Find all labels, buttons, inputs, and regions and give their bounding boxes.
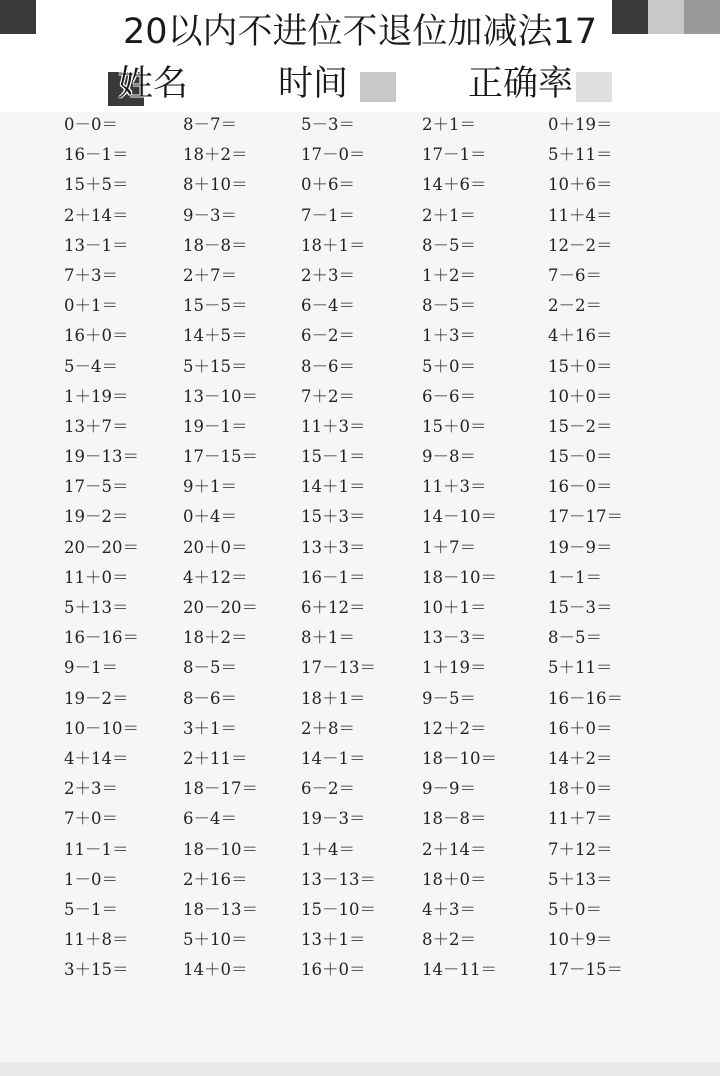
- problem-item: 17－1＝: [422, 145, 487, 165]
- name-label: 姓名: [118, 64, 189, 104]
- problem-item: 12－2＝: [548, 235, 613, 255]
- problem-item: 20－20＝: [183, 598, 258, 617]
- problem-item: 2＋3＝: [301, 265, 355, 285]
- problem-item: 8＋2＝: [422, 930, 476, 950]
- problem-item: 18－13＝: [183, 899, 258, 919]
- problem-item: 20－20＝: [64, 537, 139, 557]
- problem-item: 18－8＝: [422, 809, 487, 829]
- problem-item: 18－10＝: [422, 567, 497, 587]
- problem-item: 2＋14＝: [64, 205, 129, 225]
- problem-item: 1＋7＝: [422, 537, 476, 557]
- problem-item: 11＋7＝: [548, 809, 613, 829]
- problem-item: 6－4＝: [183, 809, 237, 829]
- problem-item: 7－6＝: [548, 265, 602, 285]
- problem-item: 16＋0＝: [548, 718, 613, 738]
- problem-item: 16－1＝: [301, 567, 366, 587]
- problem-item: 2＋1＝: [422, 205, 476, 225]
- problem-item: 3＋15＝: [64, 960, 129, 980]
- problem-item: 18＋0＝: [548, 779, 613, 799]
- problem-item: 0＋4＝: [183, 507, 237, 527]
- problem-item: 14－1＝: [301, 748, 366, 768]
- problem-item: 10＋9＝: [548, 930, 613, 950]
- problem-item: 18－10＝: [422, 748, 497, 768]
- problem-item: 11＋0＝: [64, 567, 129, 587]
- problem-item: 8＋1＝: [301, 628, 355, 648]
- problem-item: 0－0＝: [64, 115, 118, 134]
- page-bottom-edge: [0, 1062, 720, 1076]
- problem-item: 16－0＝: [548, 477, 613, 497]
- problem-item: 11＋8＝: [64, 930, 129, 950]
- problem-item: 5＋0＝: [548, 899, 602, 919]
- problem-item: 19－13＝: [64, 447, 139, 467]
- problem-item: 10＋0＝: [548, 386, 613, 406]
- problem-item: 10－10＝: [64, 718, 139, 738]
- problem-item: 2＋11＝: [183, 748, 248, 768]
- problem-item: 18－17＝: [183, 779, 258, 799]
- problem-item: 10＋1＝: [422, 598, 487, 617]
- problem-item: 13－13＝: [301, 869, 376, 889]
- problem-item: 6－4＝: [301, 296, 355, 316]
- problem-item: 1＋19＝: [64, 386, 129, 406]
- problem-item: 5＋15＝: [183, 356, 248, 376]
- problem-item: 13－10＝: [183, 386, 258, 406]
- problem-item: 8－5＝: [422, 296, 476, 316]
- problem-item: 0＋1＝: [64, 296, 118, 316]
- problem-item: 6＋12＝: [301, 598, 366, 617]
- problem-item: 1＋2＝: [422, 265, 476, 285]
- problem-item: 15－5＝: [183, 296, 248, 316]
- problem-item: 2＋16＝: [183, 869, 248, 889]
- problem-column: [422, 114, 497, 989]
- time-label: 时间: [278, 64, 349, 104]
- problem-item: 4＋14＝: [64, 748, 129, 768]
- problem-item: 13＋7＝: [64, 416, 129, 436]
- problem-item: 18－8＝: [183, 235, 248, 255]
- problem-item: 0＋6＝: [301, 175, 355, 195]
- problem-item: 9－3＝: [183, 205, 237, 225]
- worksheet-header: [0, 0, 720, 112]
- problem-item: 2＋3＝: [64, 779, 118, 799]
- problem-item: 1＋19＝: [422, 658, 487, 678]
- problem-item: 17－15＝: [183, 447, 258, 467]
- problem-item: 8－5＝: [183, 658, 237, 678]
- problem-item: 18＋2＝: [183, 145, 248, 165]
- problem-item: 7＋2＝: [301, 386, 355, 406]
- problem-column: [183, 114, 258, 989]
- problem-item: 16－16＝: [548, 688, 623, 708]
- problem-item: 1＋3＝: [422, 326, 476, 346]
- problem-item: 4＋16＝: [548, 326, 613, 346]
- problem-item: 0＋19＝: [548, 115, 613, 134]
- problem-column: [64, 114, 139, 989]
- problem-item: 17－0＝: [301, 145, 366, 165]
- problem-item: 17－13＝: [301, 658, 376, 678]
- problem-item: 5－1＝: [64, 899, 118, 919]
- problem-item: 15－2＝: [548, 416, 613, 436]
- problem-item: 2＋7＝: [183, 265, 237, 285]
- problem-item: 4＋12＝: [183, 567, 248, 587]
- problem-item: 9＋1＝: [183, 477, 237, 497]
- problem-item: 5＋0＝: [422, 356, 476, 376]
- problem-item: 11＋3＝: [301, 416, 366, 436]
- problem-item: 9－9＝: [422, 779, 476, 799]
- problem-item: 15＋0＝: [548, 356, 613, 376]
- problem-item: 19－2＝: [64, 688, 129, 708]
- problem-item: 18＋1＝: [301, 235, 366, 255]
- problem-item: 6－6＝: [422, 386, 476, 406]
- problem-item: 8－6＝: [301, 356, 355, 376]
- problem-item: 16＋0＝: [301, 960, 366, 980]
- problem-item: 7＋12＝: [548, 839, 613, 859]
- accuracy-box: [576, 72, 612, 102]
- problem-item: 19－2＝: [64, 507, 129, 527]
- problem-column: [301, 114, 376, 989]
- problem-item: 8＋10＝: [183, 175, 248, 195]
- problem-item: 5＋11＝: [548, 145, 613, 165]
- problem-item: 14－10＝: [422, 507, 497, 527]
- problem-item: 5＋10＝: [183, 930, 248, 950]
- problem-item: 9－1＝: [64, 658, 118, 678]
- problem-item: 2＋1＝: [422, 115, 476, 134]
- problem-item: 5＋13＝: [64, 598, 129, 617]
- problem-column: [548, 114, 623, 989]
- problem-item: 18＋2＝: [183, 628, 248, 648]
- problem-item: 15－10＝: [301, 899, 376, 919]
- problem-item: 13－3＝: [422, 628, 487, 648]
- problem-item: 1＋4＝: [301, 839, 355, 859]
- problem-item: 17－17＝: [548, 507, 623, 527]
- problem-item: 7＋3＝: [64, 265, 118, 285]
- problem-item: 9－5＝: [422, 688, 476, 708]
- problem-item: 15＋0＝: [422, 416, 487, 436]
- problem-item: 11－1＝: [64, 839, 129, 859]
- problem-item: 7－1＝: [301, 205, 355, 225]
- problem-item: 5＋11＝: [548, 658, 613, 678]
- problem-item: 8－7＝: [183, 115, 237, 134]
- problem-item: 5－3＝: [301, 115, 355, 134]
- problem-item: 16－16＝: [64, 628, 139, 648]
- problem-item: 14－11＝: [422, 960, 497, 980]
- problem-item: 5－4＝: [64, 356, 118, 376]
- problem-item: 2＋14＝: [422, 839, 487, 859]
- problem-item: 2－2＝: [548, 296, 602, 316]
- problem-item: 11＋3＝: [422, 477, 487, 497]
- problem-item: 1－1＝: [548, 567, 602, 587]
- problem-item: 13＋3＝: [301, 537, 366, 557]
- problem-item: 15－1＝: [301, 447, 366, 467]
- problem-item: 15＋3＝: [301, 507, 366, 527]
- problem-item: 18＋0＝: [422, 869, 487, 889]
- problem-item: 13－1＝: [64, 235, 129, 255]
- problem-item: 18－10＝: [183, 839, 258, 859]
- problem-item: 17－5＝: [64, 477, 129, 497]
- problem-item: 14＋6＝: [422, 175, 487, 195]
- problem-item: 19－9＝: [548, 537, 613, 557]
- problem-item: 19－3＝: [301, 809, 366, 829]
- problem-item: 13＋1＝: [301, 930, 366, 950]
- problem-item: 7＋0＝: [64, 809, 118, 829]
- problem-item: 15－0＝: [548, 447, 613, 467]
- problem-item: 16＋0＝: [64, 326, 129, 346]
- problem-item: 3＋1＝: [183, 718, 237, 738]
- problem-item: 14＋5＝: [183, 326, 248, 346]
- problem-item: 10＋6＝: [548, 175, 613, 195]
- problem-item: 11＋4＝: [548, 205, 613, 225]
- accuracy-label: 正确率: [468, 64, 574, 104]
- problem-item: 14＋0＝: [183, 960, 248, 980]
- problem-item: 5＋13＝: [548, 869, 613, 889]
- problem-item: 9－8＝: [422, 447, 476, 467]
- problem-item: 12＋2＝: [422, 718, 487, 738]
- problem-item: 20＋0＝: [183, 537, 248, 557]
- problem-item: 15－3＝: [548, 598, 613, 617]
- problem-item: 14＋2＝: [548, 748, 613, 768]
- problem-item: 17－15＝: [548, 960, 623, 980]
- problem-item: 14＋1＝: [301, 477, 366, 497]
- problem-item: 4＋3＝: [422, 899, 476, 919]
- problem-item: 1－0＝: [64, 869, 118, 889]
- problem-item: 8－5＝: [422, 235, 476, 255]
- problem-item: 8－5＝: [548, 628, 602, 648]
- worksheet-title: 20以内不进位不退位加减法17: [122, 12, 598, 52]
- problem-item: 19－1＝: [183, 416, 248, 436]
- problem-item: 6－2＝: [301, 779, 355, 799]
- problem-item: 8－6＝: [183, 688, 237, 708]
- problem-item: 16－1＝: [64, 145, 129, 165]
- problem-item: 6－2＝: [301, 326, 355, 346]
- problem-item: 18＋1＝: [301, 688, 366, 708]
- time-box: [360, 72, 396, 102]
- problem-item: 15＋5＝: [64, 175, 129, 195]
- problem-item: 2＋8＝: [301, 718, 355, 738]
